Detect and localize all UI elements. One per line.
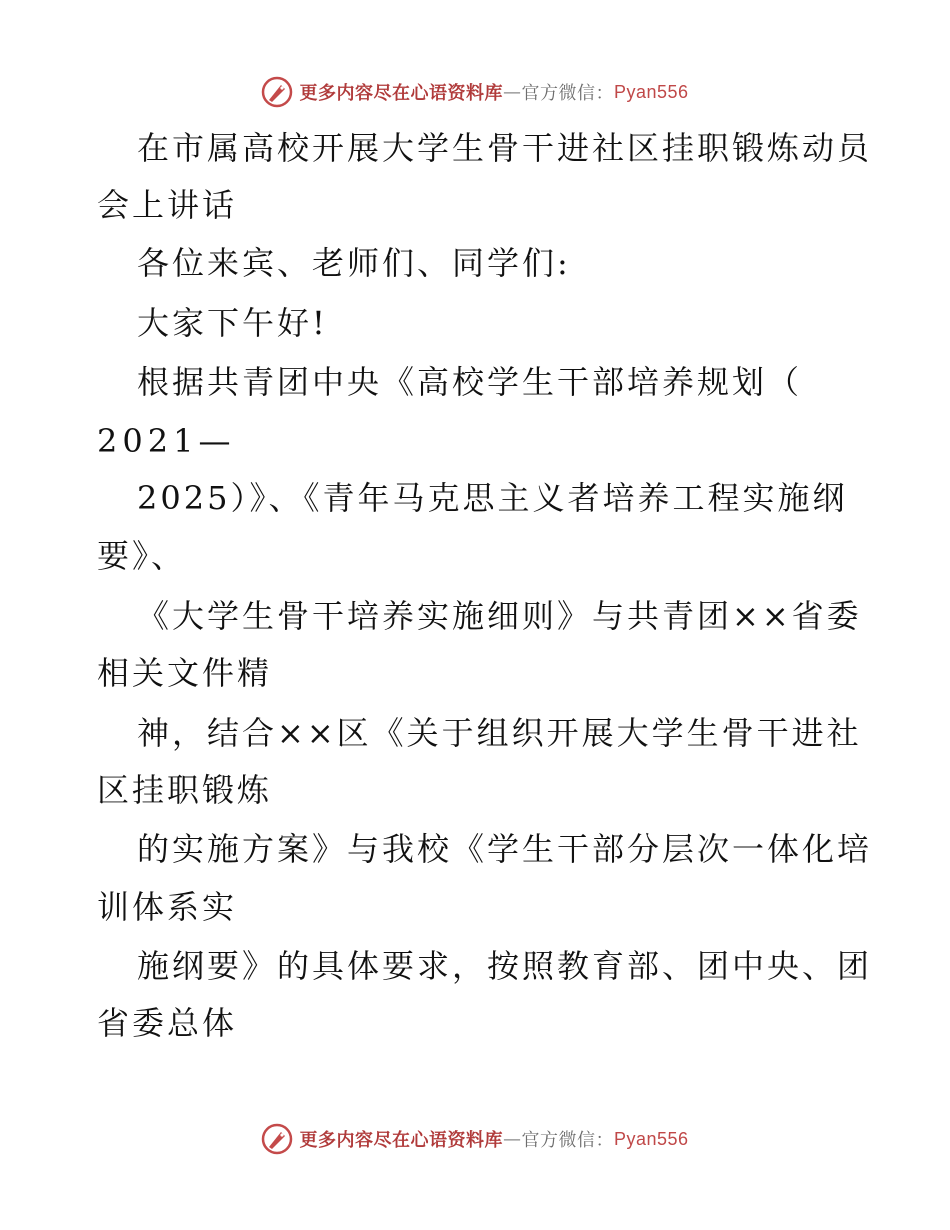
- banner-brand-text: 更多内容尽在心语资料库: [299, 83, 503, 104]
- paragraph-line: 2025）》、《青年马克思主义者培养工程实施纲: [137, 479, 848, 517]
- pen-nib-logo-icon: [261, 1123, 293, 1155]
- paragraph-line: 2021—: [97, 422, 236, 460]
- paragraph-line: 《大学生骨干培养实施细则》与共青团××省委: [137, 597, 862, 635]
- paragraph-line: 根据共青团中央《高校学生干部培养规划（: [137, 363, 803, 401]
- paragraph-line: 相关文件精: [97, 654, 273, 692]
- greeting-line: 大家下午好!: [137, 304, 328, 342]
- salutation-line: 各位来宾、老师们、同学们:: [137, 244, 571, 282]
- banner-official-label: 官方微信：: [521, 83, 614, 104]
- paragraph-line: 的实施方案》与我校《学生干部分层次一体化培: [137, 830, 873, 868]
- paragraph-line: 区挂职锻炼: [97, 771, 273, 809]
- banner-wechat-id: Pyan556: [613, 81, 689, 102]
- paragraph-line: 神，结合××区《关于组织开展大学生骨干进社: [137, 714, 862, 752]
- pen-nib-logo-icon: [261, 76, 293, 108]
- banner-dash: —: [502, 1128, 522, 1150]
- banner-official-label: 官方微信：: [521, 1130, 614, 1151]
- document-title-line-2: 会上讲话: [97, 186, 238, 224]
- paragraph-line: 训体系实: [97, 888, 238, 926]
- footer-banner: [0, 1119, 950, 1159]
- paragraph-line: 要》、: [97, 537, 187, 575]
- paragraph-line: 施纲要》的具体要求，按照教育部、团中央、团: [137, 947, 873, 985]
- header-banner: [0, 72, 950, 112]
- banner-wechat-id: Pyan556: [613, 1128, 689, 1149]
- document-title-line-1: 在市属高校开展大学生骨干进社区挂职锻炼动员: [137, 129, 873, 167]
- banner-dash: —: [502, 81, 522, 103]
- paragraph-line: 省委总体: [97, 1004, 238, 1042]
- banner-brand-text: 更多内容尽在心语资料库: [299, 1130, 503, 1151]
